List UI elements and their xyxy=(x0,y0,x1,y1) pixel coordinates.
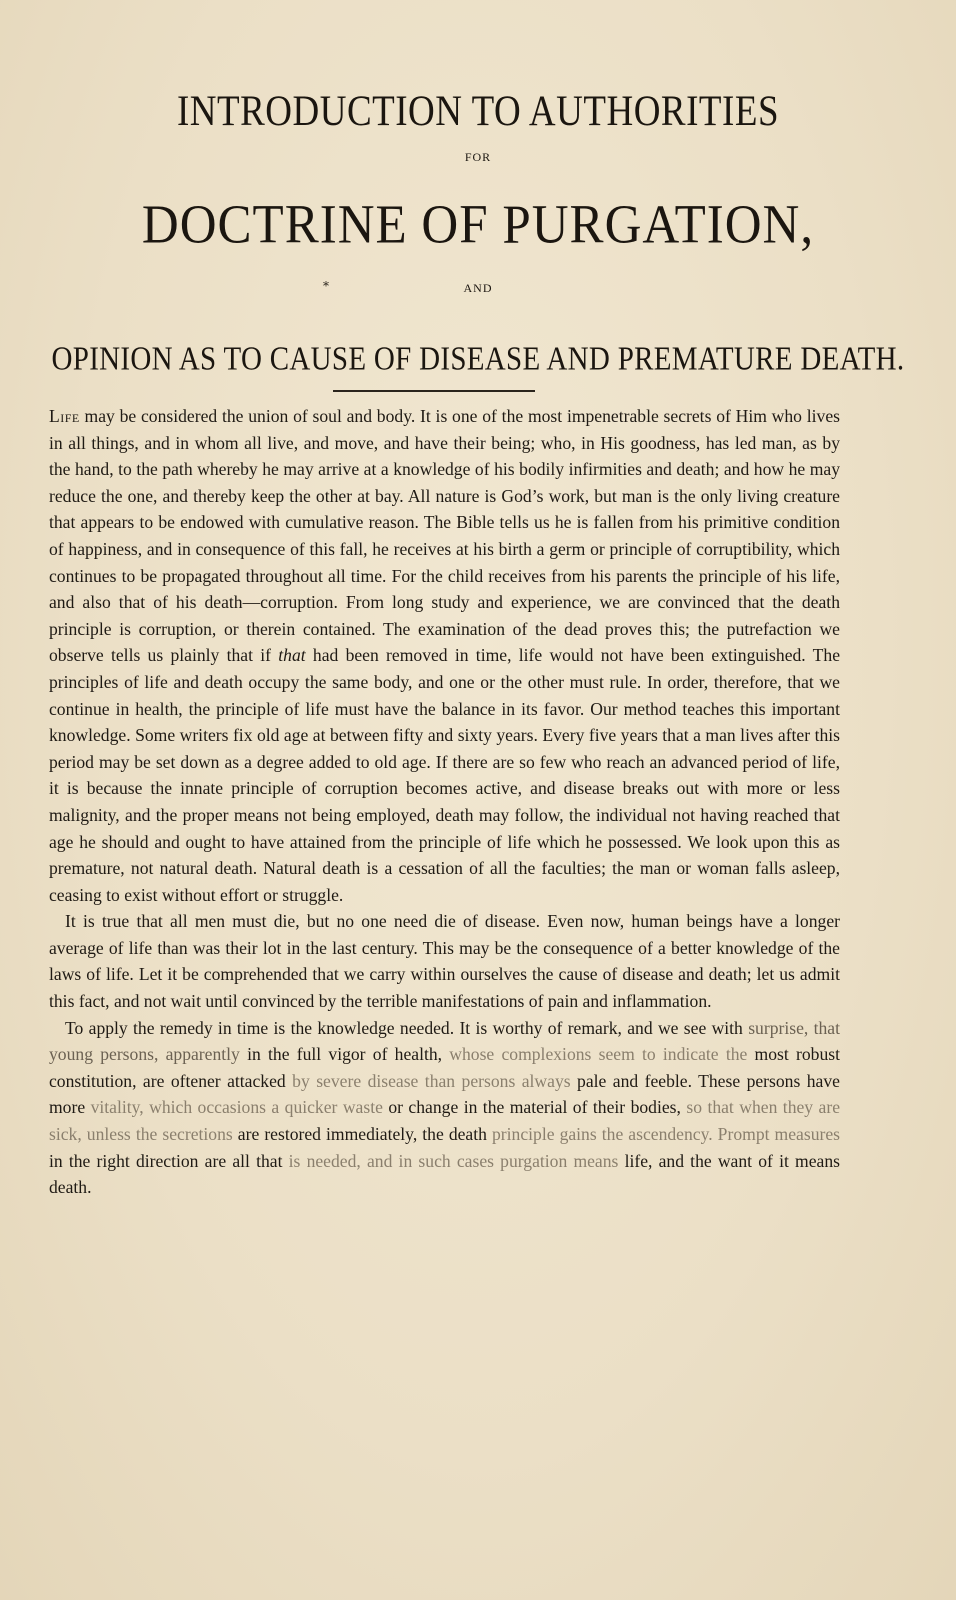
title-line-1: INTRODUCTION TO AUTHORITIES xyxy=(176,87,780,136)
paragraph-3-f: by severe disease than persons always xyxy=(292,1070,571,1091)
asterisk-mark-icon: * xyxy=(323,279,329,293)
paragraph-3-l: principle gains the ascendency. Prompt measures xyxy=(491,1124,841,1145)
paragraph-1 xyxy=(49,403,840,908)
paragraph-3-k: are restored immediately, the death xyxy=(232,1124,492,1145)
paragraph-3-d: whose complexions seem to indicate the xyxy=(449,1044,748,1065)
paragraph-1-end: had been removed in time, life would not have been extinguished. The principles of life and death occupy the same body, and one or the other must rule. In order, therefore, that we continue in health, the principle of life must have the balance in its favor. Our method teaches this important knowledge. Some writers fix old age at between fifty and sixty years. Every five years that a man lives after this period may be set down as a degree added to old age. If there are so few who reach an advanced period of life, it is because the innate principle of corruption becomes active, and disease breaks out with more or less malignity, and the proper means not being employed, death may follow, the individual not having reached that age he should and ought to have attained from the principle of life which he possessed. We look upon this as premature, not natural death. Natural death is a cessation of all the faculties; the man or woman falls asleep, ceasing to exist without effort or struggle. xyxy=(49,645,841,905)
paragraph-2: It is true that all men must die, but no one need die of disease. Even now, human beings have a longer average of life than was their lot in the last century. This may be the consequence of a better knowledge of the laws of life. Let it be comprehended that we carry within ourselves the cause of disease and death; let us admit this fact, and not wait until convinced by the terrible manifestations of pain and inflammation. xyxy=(49,911,840,1012)
paragraph-3-j: so that when they are sick, unless the secretions xyxy=(49,1097,841,1145)
body-text xyxy=(49,403,840,1201)
paragraph-3-n: is needed, and in such cases purgation means xyxy=(288,1150,619,1171)
paragraph-3-g: pale and feeble. These persons have more xyxy=(49,1070,840,1118)
section-divider xyxy=(333,390,535,392)
paragraph-3-b: surprise, that young persons, apparently xyxy=(49,1017,840,1065)
paragraph-3-h: vitality, which occasions a quicker waste xyxy=(90,1097,383,1118)
paragraph-3-e: most robust constitution, are oftener attacked xyxy=(49,1044,840,1091)
title-line-2: DOCTRINE OF PURGATION, xyxy=(141,194,815,256)
paragraph-1-italic: that xyxy=(278,645,306,666)
paragraph-3 xyxy=(49,1015,840,1201)
title-for: FOR xyxy=(464,150,492,164)
paragraph-3-m: in the right direction are all that xyxy=(49,1150,289,1171)
paragraph-3-i: or change in the material of their bodies, xyxy=(382,1097,687,1118)
title-and: AND xyxy=(463,281,493,295)
paragraph-1-text: may be considered the union of soul and body. It is one of the most impenetrable secrets of Him who lives in all things, and in whom all live, and move, and have their being; who, in His goodness, has led man, as by the hand, to the path whereby he may arrive at a knowledge of his bodily infirmities and death; and how he may reduce the one, and thereby keep the other at bay. All nature is God’s work, but man is the only living creature that appears to be endowed with cumulative reason. The Bible tells us he is fallen from his primitive condition of happiness, and in consequence of this fall, he receives at his birth a germ or principle of corruptibility, which continues to be propagated throughout all time. For the child receives from his parents the principle of his life, and also that of his death—corruption. From long study and experience, we are convinced that the death principle is corruption, or therein contained. The examination of the dead proves this; the putrefaction we observe tells us plainly that if xyxy=(49,406,840,666)
title-line-3: OPINION AS TO CAUSE OF DISEASE AND PREMATURE DEATH. xyxy=(51,340,905,378)
paragraph-3-a: To apply the remedy in time is the knowledge needed. It is worthy of remark, and we see with xyxy=(65,1017,749,1038)
paragraph-1-lead: Life xyxy=(49,406,80,426)
paragraph-3-o: life, and the want of it means death. xyxy=(49,1150,840,1198)
paragraph-3-c: in the full vigor of health, xyxy=(239,1044,450,1065)
